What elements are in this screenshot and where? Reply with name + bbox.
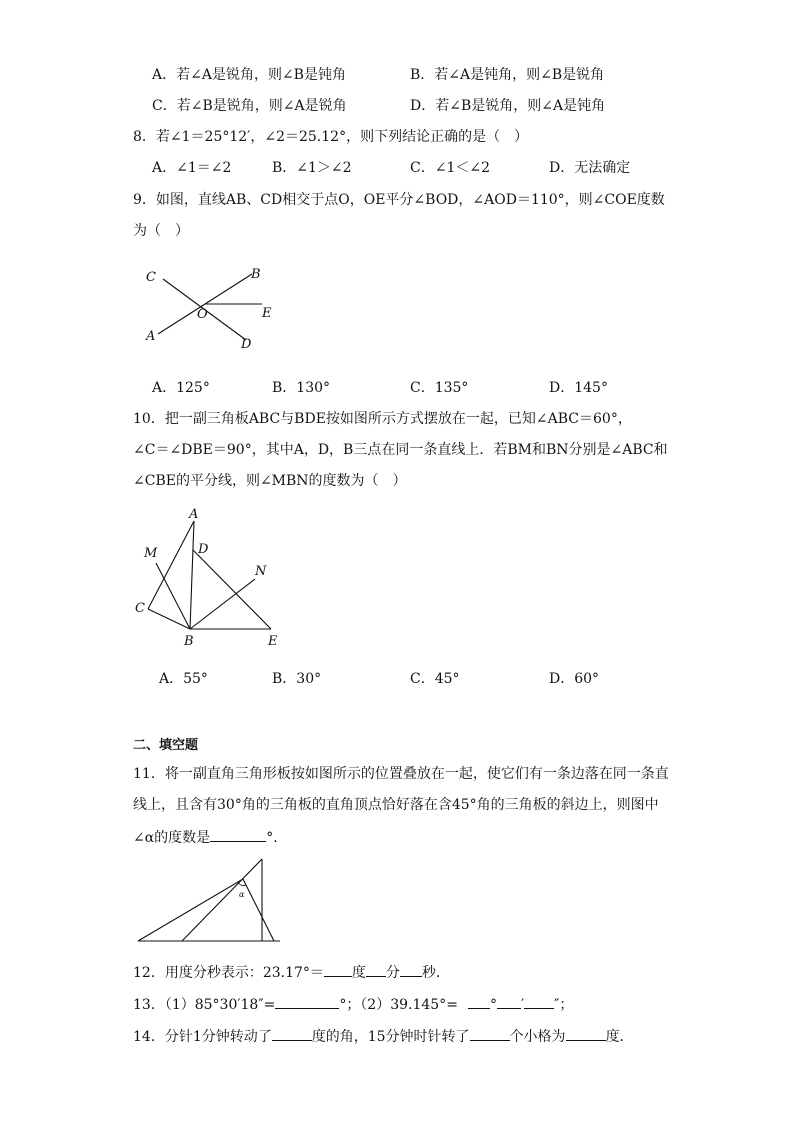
- q10-figure: [130, 503, 290, 653]
- q9-stem-line1: 9．如图，直线AB、CD相交于点O，OE平分∠BOD，∠AOD＝110°，则∠COE度数: [133, 192, 665, 208]
- q11-suffix: °．: [266, 830, 288, 846]
- q14-grid-label: 个小格为: [509, 1029, 566, 1045]
- label-n: N: [255, 564, 267, 579]
- q8-stem: 8．若∠1＝25°12′，∠2＝25.12°，则下列结论正确的是（ ）: [133, 129, 529, 145]
- q14-degree-blank[interactable]: [566, 1026, 606, 1041]
- q11-answer-blank[interactable]: [210, 827, 266, 842]
- q12-second-label: 秒．: [421, 965, 450, 981]
- q10-option-a: A．55°: [159, 671, 208, 687]
- q7-option-d: D．若∠B是锐角，则∠A是钝角: [410, 98, 606, 114]
- q14-line: [133, 1026, 634, 1046]
- q13-minute-mark: ′: [520, 997, 525, 1013]
- triangle-30-leg: [243, 879, 274, 941]
- q9-option-d: D．145°: [549, 380, 608, 396]
- q12-prefix: 12．用度分秒表示：23.17°＝: [133, 965, 324, 981]
- q9-figure: [138, 262, 278, 354]
- q7-option-a: A．若∠A是锐角，则∠B是钝角: [152, 67, 346, 83]
- label-e: E: [262, 306, 272, 321]
- q10-stem-line3: ∠CBE的平分线，则∠MBN的度数为（ ）: [133, 473, 407, 489]
- q9-option-c: C．135°: [410, 380, 469, 396]
- q14-middle: 度的角，15分钟时针转了: [311, 1029, 470, 1045]
- q13-second-mark: ″；: [554, 997, 574, 1013]
- q12-minute-label: 分: [385, 965, 400, 981]
- q12-second-blank[interactable]: [400, 962, 422, 977]
- q13-degree-mark: °: [489, 997, 497, 1013]
- q10-option-b: B．30°: [272, 671, 322, 687]
- q9-option-a: A．125°: [152, 380, 210, 396]
- label-a: A: [146, 329, 156, 344]
- q13-part2-prefix: °；（2）39.145°=: [339, 997, 458, 1013]
- q10-stem-line1: 10．把一副三角板ABC与BDE按如图所示方式摆放在一起，已知∠ABC＝60°，: [133, 411, 632, 427]
- label-c: C: [135, 601, 145, 616]
- label-o: O: [197, 307, 208, 322]
- q12-degree-label: 度: [351, 965, 366, 981]
- segment-ac: [148, 521, 194, 609]
- q10-stem-line2: ∠C＝∠DBE＝90°，其中A，D，B三点在同一条直线上．若BM和BN分别是∠ABC和: [133, 442, 668, 458]
- q13-part1-prefix: 13．（1）85°30′18″=: [133, 997, 276, 1013]
- q13-minute-blank[interactable]: [497, 994, 521, 1009]
- q8-option-d: D．无法确定: [549, 160, 631, 176]
- q7-option-b: B．若∠A是钝角，则∠B是锐角: [410, 67, 605, 83]
- segment-ab: [190, 521, 194, 629]
- q11-figure: [134, 857, 284, 945]
- q8-option-b: B．∠1＞∠2: [272, 160, 352, 176]
- alpha-label: α: [239, 890, 245, 899]
- q9-option-b: B．130°: [272, 380, 331, 396]
- q11-line1: 11．将一副直角三角形板按如图所示的位置叠放在一起，使它们有一条边落在同一条直: [133, 766, 669, 782]
- q12-degree-blank[interactable]: [324, 962, 352, 977]
- q8-option-c: C．∠1＜∠2: [410, 160, 490, 176]
- q11-line3: [133, 827, 287, 847]
- segment-cb: [148, 609, 190, 629]
- q14-minute-hand-blank[interactable]: [272, 1026, 312, 1041]
- q13-second-blank[interactable]: [524, 994, 554, 1009]
- label-d: D: [198, 542, 209, 557]
- q12-line: [133, 962, 450, 982]
- label-d: D: [241, 337, 252, 352]
- label-m: M: [144, 546, 158, 561]
- label-a: A: [189, 507, 199, 522]
- q9-stem-line2: 为（ ）: [133, 223, 189, 239]
- label-c: C: [146, 270, 156, 285]
- ray-bm: [156, 563, 190, 629]
- ray-bn: [190, 579, 255, 629]
- q14-prefix: 14．分针1分钟转动了: [133, 1029, 272, 1045]
- q7-option-c: C．若∠B是锐角，则∠A是锐角: [152, 98, 347, 114]
- q13-part1-blank[interactable]: [275, 994, 339, 1009]
- q12-minute-blank[interactable]: [366, 962, 386, 977]
- triangle-45-hypotenuse: [182, 859, 262, 941]
- label-b: B: [251, 267, 261, 282]
- q14-suffix: 度．: [605, 1029, 634, 1045]
- q14-small-grid-blank[interactable]: [470, 1026, 510, 1041]
- q13-line: [133, 994, 573, 1014]
- q11-prefix: ∠α的度数是: [133, 830, 211, 846]
- q11-line2: 线上，且含有30°角的三角板的直角顶点恰好落在含45°角的三角板的斜边上，则图中: [133, 797, 659, 813]
- q10-option-d: D．60°: [549, 671, 600, 687]
- label-b: B: [184, 634, 194, 649]
- label-e: E: [268, 634, 278, 649]
- q10-option-c: C．45°: [410, 671, 460, 687]
- section-title: 二、填空题: [133, 738, 199, 753]
- q13-degree-blank[interactable]: [468, 994, 490, 1009]
- q8-option-a: A．∠1＝∠2: [152, 160, 232, 176]
